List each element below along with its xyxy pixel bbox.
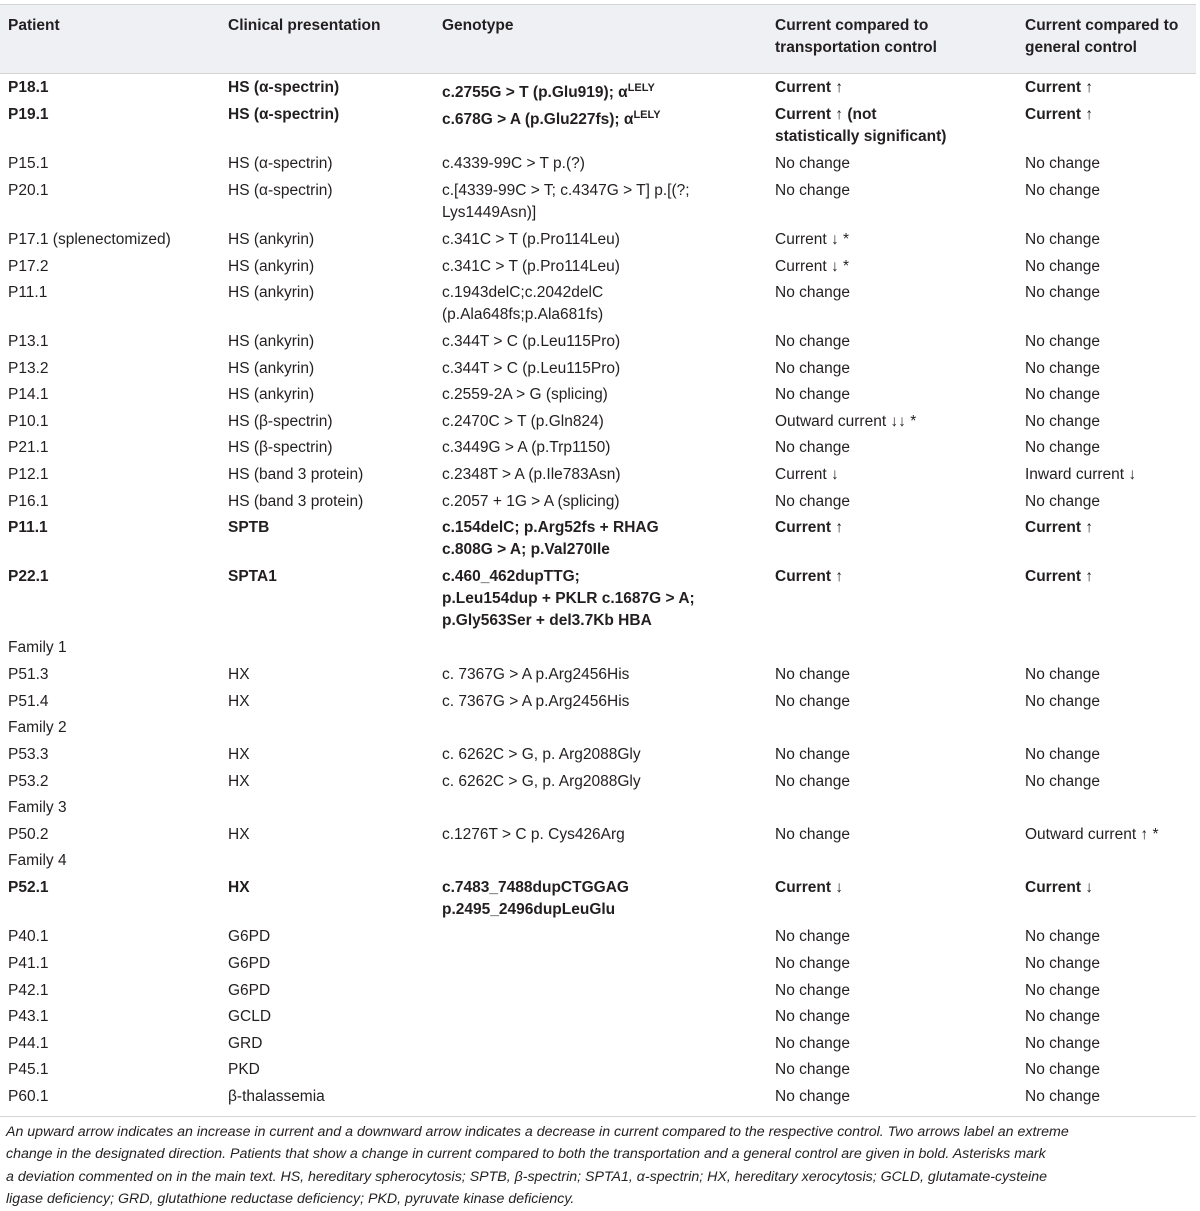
cell-transportation-control [775, 180, 850, 202]
cell-general-control: No change [1025, 413, 1100, 430]
transportation-value: No change [775, 182, 850, 199]
cell-transportation-control [775, 980, 850, 1002]
cell-clinical-presentation: SPTB [228, 519, 270, 536]
cell-clinical-presentation: G6PD [228, 928, 271, 945]
transportation-value: No change [775, 955, 850, 972]
cell-patient: P13.1 [8, 333, 49, 350]
cell-patient: P53.3 [8, 746, 49, 763]
genotype-line [442, 566, 695, 588]
cell-transportation-control [775, 664, 850, 686]
genotype-line: (p.Ala648fs;p.Ala681fs) [442, 306, 604, 323]
genotype-line [442, 744, 641, 766]
cell-transportation-control [775, 566, 843, 588]
cell-patient: P43.1 [8, 1008, 49, 1025]
transportation-value: Current ↑ [775, 568, 844, 585]
cell-transportation-control [775, 824, 850, 846]
genotype-text: c.4339-99C > T p.(?) [442, 155, 585, 172]
cell-transportation-control [775, 358, 850, 380]
cell-transportation-control [775, 877, 843, 899]
cell-clinical-presentation: HS (α-spectrin) [228, 182, 333, 199]
genotype-line [442, 691, 629, 713]
genotype-text: c.1276T > C p. Cys426Arg [442, 826, 625, 843]
cell-general-control: Outward current ↑ * [1025, 826, 1159, 843]
cell-patient: P10.1 [8, 413, 49, 430]
genotype-text: c.3449G > A (p.Trp1150) [442, 439, 611, 456]
cell-general-control: No change [1025, 693, 1100, 710]
cell-patient: P52.1 [8, 879, 49, 896]
cell-clinical-presentation: HS (α-spectrin) [228, 155, 333, 172]
cell-genotype [442, 331, 620, 353]
cell-patient: P50.2 [8, 826, 49, 843]
cell-clinical-presentation: β-thalassemia [228, 1088, 325, 1105]
cell-transportation-control [775, 691, 850, 713]
cell-transportation-control [775, 517, 843, 539]
cell-patient: P20.1 [8, 182, 49, 199]
cell-transportation-control [775, 1006, 850, 1028]
cell-transportation-control [775, 256, 849, 278]
genotype-line [442, 331, 620, 353]
cell-transportation-control [775, 331, 850, 353]
footnote-line: ligase deficiency; GRD, glutathione reductase deficiency; PKD, pyruvate kinase deficiency. [6, 1191, 575, 1208]
genotype-line [442, 664, 629, 686]
cell-transportation-control [775, 411, 916, 433]
transportation-value: No change [775, 439, 850, 456]
cell-genotype [442, 180, 690, 224]
genotype-line: p.2495_2496dupLeuGlu [442, 901, 616, 918]
cell-general-control: Current ↑ [1025, 106, 1094, 123]
cell-patient: P14.1 [8, 386, 49, 403]
genotype-text: c.341C > T (p.Pro114Leu) [442, 231, 620, 248]
cell-genotype [442, 517, 659, 561]
genotype-line [442, 437, 610, 459]
genotype-line [442, 282, 603, 304]
cell-patient: P22.1 [8, 568, 49, 585]
cell-clinical-presentation: HX [228, 746, 250, 763]
genotype-line [442, 491, 620, 513]
cell-clinical-presentation: HS (ankyrin) [228, 360, 315, 377]
cell-transportation-control [775, 384, 850, 406]
cell-general-control: Current ↑ [1025, 568, 1094, 585]
footnote-line: a deviation commented on in the main text. HS, hereditary spherocytosis; SPTB, β-spectrin; SPTA1, α-spectrin; HX, hereditary xerocytosis; GCLD, glutamate-cysteine [6, 1168, 1048, 1185]
family-group-label: Family 1 [8, 639, 67, 656]
genotype-text: c. 7367G > A p.Arg2456His [442, 666, 630, 683]
genotype-line [442, 824, 625, 846]
genotype-line: c.808G > A; p.Val270Ile [442, 541, 610, 558]
transportation-value: Current ↓ [775, 466, 839, 483]
cell-clinical-presentation: HX [228, 879, 250, 896]
cell-transportation-control [775, 1059, 850, 1081]
footnote-line: An upward arrow indicates an increase in current and a downward arrow indicates a decrease in current compared to the respective control. Two arrows label an extreme [6, 1124, 1069, 1140]
cell-clinical-presentation: HS (ankyrin) [228, 284, 315, 301]
transportation-value: Current ↓ * [775, 231, 850, 248]
genotype-line [442, 464, 621, 486]
genotype-line: p.Leu154dup + PKLR c.1687G > A; [442, 590, 695, 607]
header-general-line2: general control [1025, 39, 1137, 56]
cell-patient: P60.1 [8, 1088, 49, 1105]
transportation-value: No change [775, 1008, 850, 1025]
cell-patient: P16.1 [8, 493, 49, 510]
cell-clinical-presentation: HS (α-spectrin) [228, 79, 340, 96]
cell-genotype [442, 691, 629, 713]
cell-patient: P41.1 [8, 955, 49, 972]
genotype-text: c.1943delC;c.2042delC [442, 284, 604, 301]
transportation-value: statistically significant) [775, 128, 947, 145]
cell-general-control: No change [1025, 386, 1100, 403]
header-transportation-line1: Current compared to [775, 17, 929, 34]
genotype-line [442, 877, 629, 899]
cell-patient: P44.1 [8, 1035, 49, 1052]
cell-general-control: No change [1025, 955, 1100, 972]
transportation-value: Current ↑ [775, 79, 844, 96]
header-clinical-presentation: Clinical presentation [228, 17, 381, 34]
cell-general-control: No change [1025, 928, 1100, 945]
cell-patient: P15.1 [8, 155, 49, 172]
transportation-value: No change [775, 982, 850, 999]
cell-patient: P11.1 [8, 519, 48, 536]
transportation-value: No change [775, 386, 850, 403]
cell-general-control: Current ↑ [1025, 79, 1094, 96]
table-footnote [6, 1121, 1194, 1211]
genotype-line [442, 104, 661, 131]
genotype-text: c.154delC; p.Arg52fs + RHAG [442, 519, 659, 536]
transportation-value: No change [775, 773, 850, 790]
genotype-text: c.344T > C (p.Leu115Pro) [442, 360, 621, 377]
genotype-line [442, 358, 620, 380]
table-header-background [0, 4, 1196, 74]
genotype-text: c.2348T > A (p.Ile783Asn) [442, 466, 621, 483]
transportation-value: Current ↑ [775, 519, 844, 536]
cell-clinical-presentation: SPTA1 [228, 568, 277, 585]
cell-genotype [442, 229, 620, 251]
genotype-superscript: LELY [627, 82, 655, 94]
header-transportation-control [775, 15, 937, 59]
cell-transportation-control [775, 282, 850, 304]
header-patient: Patient [8, 17, 60, 34]
cell-genotype [442, 664, 629, 686]
cell-general-control: No change [1025, 746, 1100, 763]
cell-transportation-control [775, 1033, 850, 1055]
transportation-value: Current ↓ * [775, 258, 850, 275]
cell-genotype [442, 104, 661, 131]
cell-general-control: No change [1025, 258, 1100, 275]
transportation-value: Outward current ↓↓ * [775, 413, 917, 430]
cell-genotype [442, 437, 610, 459]
cell-genotype [442, 282, 603, 326]
genotype-text: c. 6262C > G, p. Arg2088Gly [442, 773, 641, 790]
cell-patient: P21.1 [8, 439, 49, 456]
transportation-value: No change [775, 1035, 850, 1052]
cell-genotype [442, 358, 620, 380]
transportation-value: Current ↑ (not [775, 106, 877, 123]
header-genotype: Genotype [442, 17, 514, 34]
genotype-text: c. 6262C > G, p. Arg2088Gly [442, 746, 641, 763]
cell-transportation-control [775, 953, 850, 975]
cell-clinical-presentation: HS (ankyrin) [228, 386, 315, 403]
cell-clinical-presentation: HS (α-spectrin) [228, 106, 340, 123]
genotype-text: c.344T > C (p.Leu115Pro) [442, 333, 621, 350]
cell-patient: P40.1 [8, 928, 49, 945]
cell-patient: P12.1 [8, 466, 49, 483]
header-general-line1: Current compared to [1025, 17, 1179, 34]
cell-patient: P45.1 [8, 1061, 49, 1078]
cell-general-control: No change [1025, 360, 1100, 377]
cell-general-control: No change [1025, 493, 1100, 510]
genotype-line [442, 771, 641, 793]
transportation-value: Current ↓ [775, 879, 844, 896]
cell-general-control: Current ↓ [1025, 879, 1094, 896]
cell-genotype [442, 491, 620, 513]
footnote-line: change in the designated direction. Patients that show a change in current compared to both the transportation and a general control are given in bold. Asterisks mark [6, 1146, 1046, 1163]
cell-patient: P51.3 [8, 666, 49, 683]
family-group-label: Family 4 [8, 852, 67, 869]
transportation-value: No change [775, 360, 850, 377]
transportation-value: No change [775, 333, 850, 350]
transportation-value: No change [775, 284, 850, 301]
cell-general-control: Inward current ↓ [1025, 466, 1137, 483]
genotype-line [442, 256, 620, 278]
transportation-value: No change [775, 666, 850, 683]
genotype-line [442, 517, 659, 539]
cell-genotype [442, 256, 620, 278]
cell-genotype [442, 153, 585, 175]
cell-clinical-presentation: HS (β-spectrin) [228, 413, 333, 430]
transportation-value: No change [775, 1088, 850, 1105]
cell-clinical-presentation: G6PD [228, 955, 271, 972]
genotype-text: c.341C > T (p.Pro114Leu) [442, 258, 620, 275]
cell-genotype [442, 384, 608, 406]
cell-clinical-presentation: HX [228, 666, 250, 683]
cell-clinical-presentation: HS (β-spectrin) [228, 439, 333, 456]
table-footer-rule [0, 1116, 1196, 1117]
genotype-line [442, 384, 608, 406]
genotype-text: c.460_462dupTTG; [442, 568, 580, 585]
cell-transportation-control [775, 1086, 850, 1108]
cell-general-control: No change [1025, 1008, 1100, 1025]
cell-general-control: No change [1025, 1088, 1100, 1105]
cell-clinical-presentation: HX [228, 773, 250, 790]
genotype-line [442, 411, 604, 433]
cell-genotype [442, 771, 641, 793]
cell-general-control: Current ↑ [1025, 519, 1094, 536]
cell-genotype [442, 411, 604, 433]
cell-transportation-control [775, 464, 839, 486]
cell-general-control: No change [1025, 982, 1100, 999]
genotype-line [442, 77, 655, 104]
transportation-value: No change [775, 826, 850, 843]
cell-clinical-presentation: GRD [228, 1035, 263, 1052]
cell-transportation-control [775, 153, 850, 175]
cell-general-control: No change [1025, 1061, 1100, 1078]
cell-patient: P53.2 [8, 773, 49, 790]
header-general-control [1025, 15, 1178, 59]
genotype-text: c.2470C > T (p.Gln824) [442, 413, 604, 430]
cell-transportation-control [775, 437, 850, 459]
genotype-line: p.Gly563Ser + del3.7Kb HBA [442, 612, 652, 629]
header-transportation-line2: transportation control [775, 39, 937, 56]
cell-patient: P13.2 [8, 360, 49, 377]
transportation-value: No change [775, 928, 850, 945]
genotype-text: c.2559-2A > G (splicing) [442, 386, 608, 403]
cell-general-control: No change [1025, 284, 1100, 301]
cell-genotype [442, 464, 621, 486]
cell-patient: P17.1 (splenectomized) [8, 231, 171, 248]
transportation-value: No change [775, 1061, 850, 1078]
cell-genotype [442, 77, 655, 104]
cell-general-control: No change [1025, 231, 1100, 248]
cell-general-control: No change [1025, 1035, 1100, 1052]
transportation-value: No change [775, 693, 850, 710]
cell-clinical-presentation: HS (band 3 protein) [228, 493, 364, 510]
cell-transportation-control [775, 77, 843, 99]
cell-transportation-control [775, 926, 850, 948]
genotype-text: c.2755G > T (p.Glu919); α [442, 84, 628, 102]
cell-genotype [442, 877, 629, 921]
genotype-text: c.7483_7488dupCTGGAG [442, 879, 629, 896]
cell-general-control: No change [1025, 333, 1100, 350]
genotype-line [442, 229, 620, 251]
cell-clinical-presentation: HS (band 3 protein) [228, 466, 364, 483]
cell-patient: P19.1 [8, 106, 49, 123]
cell-transportation-control [775, 104, 946, 148]
cell-patient: P18.1 [8, 79, 49, 96]
cell-general-control: No change [1025, 182, 1100, 199]
cell-patient: P42.1 [8, 982, 49, 999]
cell-patient: P17.2 [8, 258, 49, 275]
genotype-line: Lys1449Asn)] [442, 204, 537, 221]
cell-clinical-presentation: HS (ankyrin) [228, 258, 315, 275]
family-group-label: Family 3 [8, 799, 67, 816]
cell-clinical-presentation: HS (ankyrin) [228, 333, 315, 350]
cell-genotype [442, 566, 695, 632]
genotype-text: c.[4339-99C > T; c.4347G > T] p.[(?; [442, 182, 690, 199]
cell-clinical-presentation: HS (ankyrin) [228, 231, 315, 248]
cell-genotype [442, 744, 641, 766]
cell-clinical-presentation: PKD [228, 1061, 260, 1078]
cell-general-control: No change [1025, 666, 1100, 683]
cell-transportation-control [775, 491, 850, 513]
cell-transportation-control [775, 744, 850, 766]
cell-clinical-presentation: G6PD [228, 982, 271, 999]
cell-clinical-presentation: GCLD [228, 1008, 272, 1025]
cell-patient: P11.1 [8, 284, 48, 301]
genotype-text: c.678G > A (p.Glu227fs); α [442, 111, 634, 129]
cell-clinical-presentation: HX [228, 693, 250, 710]
genotype-text: c.2057 + 1G > A (splicing) [442, 493, 620, 510]
genotype-line [442, 153, 585, 175]
cell-patient: P51.4 [8, 693, 49, 710]
cell-clinical-presentation: HX [228, 826, 250, 843]
genotype-line [442, 180, 690, 202]
genotype-superscript: LELY [633, 109, 661, 121]
cell-transportation-control [775, 229, 849, 251]
cell-general-control: No change [1025, 773, 1100, 790]
cell-general-control: No change [1025, 439, 1100, 456]
cell-transportation-control [775, 771, 850, 793]
transportation-value: No change [775, 155, 850, 172]
cell-genotype [442, 824, 625, 846]
genotype-text: c. 7367G > A p.Arg2456His [442, 693, 630, 710]
transportation-value: No change [775, 493, 850, 510]
family-group-label: Family 2 [8, 719, 67, 736]
cell-general-control: No change [1025, 155, 1100, 172]
transportation-value: No change [775, 746, 850, 763]
